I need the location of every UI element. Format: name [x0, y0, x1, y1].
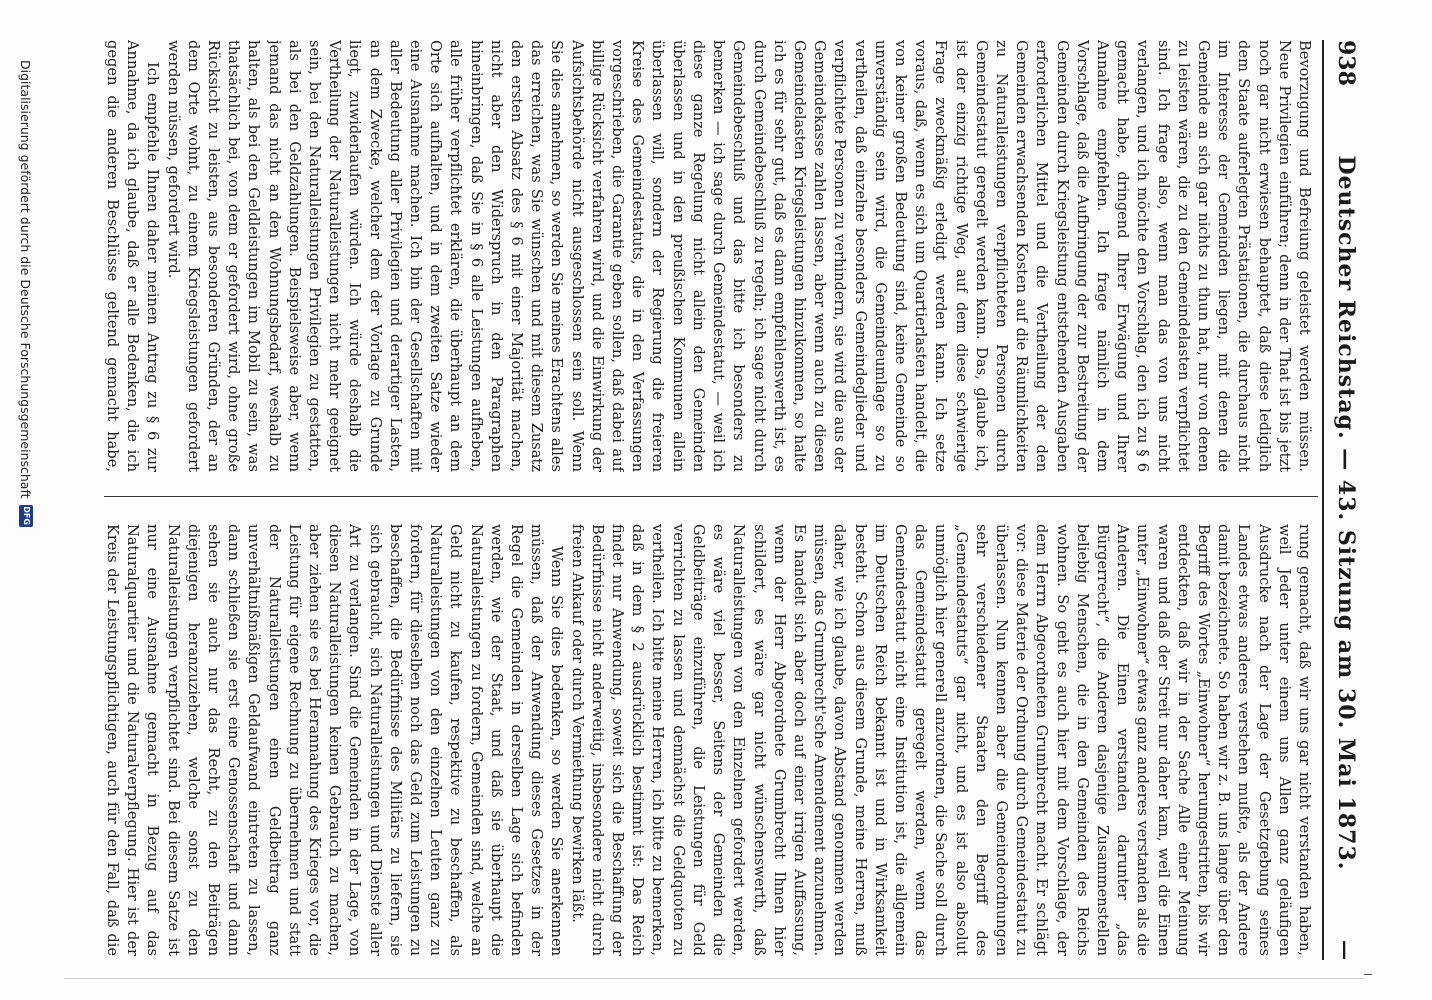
column-divider: [104, 496, 1318, 497]
left-paragraph-1: Bevorzugung und Befreiung geleistet werden müssen. Neue Privilegien einführen; denn in der That ist bis jetzt noch gar nicht erwiesen behauptet, daß diese lediglich dem Staate auferlegten Prästationen, die durchaus nicht im Interesse der Gemeinden liegen, mit denen die Gemeinde an sich gar nichts zu thun hat, nur von denen zu leisten wären, die zu den Gemeindelasten verpflichtet sind. Ich frage also, wenn man das von uns nicht verlangen, und ich möchte den Vorschlag, den ich zu § 6 gemacht habe, dringend Ihrer Erwägung und Ihrer Annahme empfehlen. Ich frage nämlich in dem Vorschlage, daß die Aufbringung der zur Bestreitung der Gemeinden durch Kriegsleistung entstehenden Ausgaben erforderlichen Mittel und die Vertheilung der den Gemeinden erwachsenden Kosten auf die Räumlichkeiten zu Naturalleistungen verpflichteten Personen durch Gemeindestatut geregelt werden kann. Das, glaube ich, ist der einzig richtige Weg, auf dem diese schwierige Frage zweckmäßig erledigt werden kann. Ich setze voraus, daß, wenn es sich um Quartierlasten handelt, die von keiner großen Bedeutung sind, keine Gemeinde so unverständig sein wird, die Gemeindeumlage so zu vertheilen, daß einzelne besonders Gemeindeglieder und verpflichtete Personen zu verhindern, sie wird die aus der Gemeindekasse zahlen lassen, aber wenn auch zu diesen Gemeindelasten Kriegsleistungen hinzukommen, so halte ich es für sehr gut, daß es dann empfehlenswerth ist, es durch Gemeindebeschluß zu regeln; ich sage nicht durch Gemeindebeschluß und das bitte ich besonders zu bemerken — ich sage durch Gemeindestatut, — weil ich diese ganze Regelung nicht allein den Gemeinden überlassen und in den preußischen Kommunen allein überlassen will, sondern der Regierung die freieren Kreise des Gemeindestatuts, die in den Verfassungen vorgeschrieben, die Garantie geben sollen, daß dabei auf billige Rücksicht verfahren wird, und die Einwirkung der Aufsichtsbehörde nicht ausgeschlossen sein soll. Wenn Sie dies annehmen, so werden Sie meines Erachtens alles das erreichen, was Sie wünschen und mit diesem Zusatz den ersten Absatz des § 6 mit einer Majorität machen, nicht aber den Widerspruch in den Paragraphen hineinbringen, daß Sie in § 6 alle Leistungen aufheben, alle früher verpflichtet erklären, die überhaupt an dem Orte sich aufhalten, und in dem zweiten Satze wieder eine Ausnahme machen. Ich bin der Gesellschaften mit aller Bedeutung aller Privilegien und derartiger Lasten, an dem Zwecke, welcher dem der Vorlage zu Grunde liegt, zuwiderlaufen würden. Ich würde deshalb die Vertheilung der Naturalleistungen nicht mehr geeignet sein, bei den Naturalleistungen Privilegien zu gestatten, als bei den Geldzahlungen. Beispielsweise aber, wenn jemand das nicht an den Wohnungsbedarf, weshalb zu halten, als bei den Geldleistungen im Mobil zu sein, was thatsächlich bei, von dem er gefordert wird, ohne große Rücksicht zu leisten, aus besonderen Gründen, der an dem Orte wohnt, zu einem Kriegsleistungen gefordert werden müssen, gefordert wird.: [164, 40, 1313, 472]
dfg-logo: DFG: [19, 505, 33, 527]
credit-text: Digitalisierung gefördert durch die Deutsche Forschungsgemeinschaft: [18, 60, 34, 499]
digitization-credit: [16, 60, 36, 960]
left-column: [104, 40, 1314, 472]
header-right-mark: —: [1334, 939, 1358, 960]
page-header: [1326, 40, 1366, 960]
header-rule: [1322, 40, 1324, 960]
right-column: [104, 524, 1314, 956]
page-number: 938: [1333, 40, 1359, 86]
corner-mark: [1364, 974, 1372, 975]
right-paragraph-1: rung gemacht, daß wir uns gar nicht verstanden haben, weil Jeder unter einem uns Allen ganz geläufigen Ausdrucke nach der Lage der Gesetzgebung seines Landes etwas anderes verstehen mußte, als der Andere damit bezeichnete. So haben wir z. B. uns lange über den Begriff des Wortes „Einwohner“ herumgestritten, bis wir entdeckten, daß wir in der Sache Alle einer Meinung waren und daß der Streit nur daher kam, weil die Einen unter „Einwohner“ etwas ganz anderes verstanden als die Anderen. Die Einen verstanden darunter „das Bürgerrecht“, die Anderen dasjenige Zusammenstellen beliebig Menschen, die in den Gemeinden des Reichs wohnen. So geht es auch hier mit dem Vorschlage, der dem Herrn Abgeordneten Grumbrecht macht. Er schlägt vor: diese Materie der Ordnung durch Gemeindestatut zu überlassen. Nun kennen aber die Gemeindeordnungen sehr verschiedener Staaten den Begriff des „Gemeindestatuts“ gar nicht, und es ist also absolut unmöglich hier generell anzuordnen, die Sache soll durch das Gemeindestatut geregelt werden, wenn das Gemeindestatut nicht eine Institution ist, die allgemein im Deutschen Reich bekannt ist und in Wirksamkeit besteht. Schon aus diesem Grunde, meine Herren, muß daher, wie ich glaube, davon Abstand genommen werden müssen, das Grumbrecht'sche Amendement anzunehmen. Es handelt sich aber doch auf einer irrigen Auffassung, wenn der Herr Abgeordnete Grumbrecht Ihnen hier schildert, es wäre gar nicht wünschenswerth, daß Naturalleistungen von den Einzelnen gefordert werden, es wäre viel besser, Seitens der Gemeinden die Geldbeiträge einzuführen, die Leistungen für Geld verrichten zu lassen und demnächst die Geldquoten zu vertheilen. Ich bitte meine Herren, ich bitte zu bemerken, daß in dem § 2 ausdrücklich bestimmt ist: Das Reich findet nur Anwendung, soweit sich die Beschaffung der Bedürfnisse nicht anderweitig, insbesondere nicht durch freien Ankauf oder durch Vermiethung bewirken läßt.: [568, 524, 1313, 956]
running-title: Deutscher Reichstag. — 43. Sitzung am 30. Mai 1873.: [1333, 155, 1359, 871]
right-paragraph-2: Wenn Sie dies bedenken, so werden Sie anerkennen müssen, daß der Anwendung dieses Gesetzes in der Regel die Gemeinden in derselben Lage sich befinden werden, wie der Staat, und daß sie überhaupt die Naturalleistungen zu fordern, Gemeinden sind, welche an Geld nicht zu kaufen, respektive zu beschaffen, als Naturalleistungen von den einzelnen Leuten ganz zu fordern, für dieselben noch das Geld zum Leistungen zu beschaffen, die Bedürfnisse des Militärs zu liefern, sie sich gebraucht, sich Naturalleistungen und Dienste aller Art zu verlangen. Sind die Gemeinden in der Lage, von diesen Naturalleistungen keinen Gebrauch zu machen, aber ziehen sie es bei Herannahung des Krieges vor, die Leistung für eigene Rechnung zu übernehmen und statt der Naturalleistungen einen Geldbeitrag ganz unverhältnißmäßigen Geldaufwand eintreten zu lassen, dann schließen sie erst eine Genossenschaft und dann sehen sie auch nur das Recht, zu den Beiträgen diejenigen heranzuziehen, welche sonst zu den Naturalleistungen verpflichtet sind. Bei diesem Satze ist nur eine Ausnahme gemacht in Bezug auf das Naturalquartier und die Naturalverpflegung. Hier ist der Kreis der Leistungspflichtigen, auch für den Fall, daß die: [104, 524, 566, 956]
left-paragraph-2: Ich empfehle Ihnen daher meinen Antrag zu § 6 zur Annahme, da ich glaube, daß er alle Bedenken, die ich gegen die anderen Beschlüsse geltend gemacht habe,: [104, 40, 162, 472]
